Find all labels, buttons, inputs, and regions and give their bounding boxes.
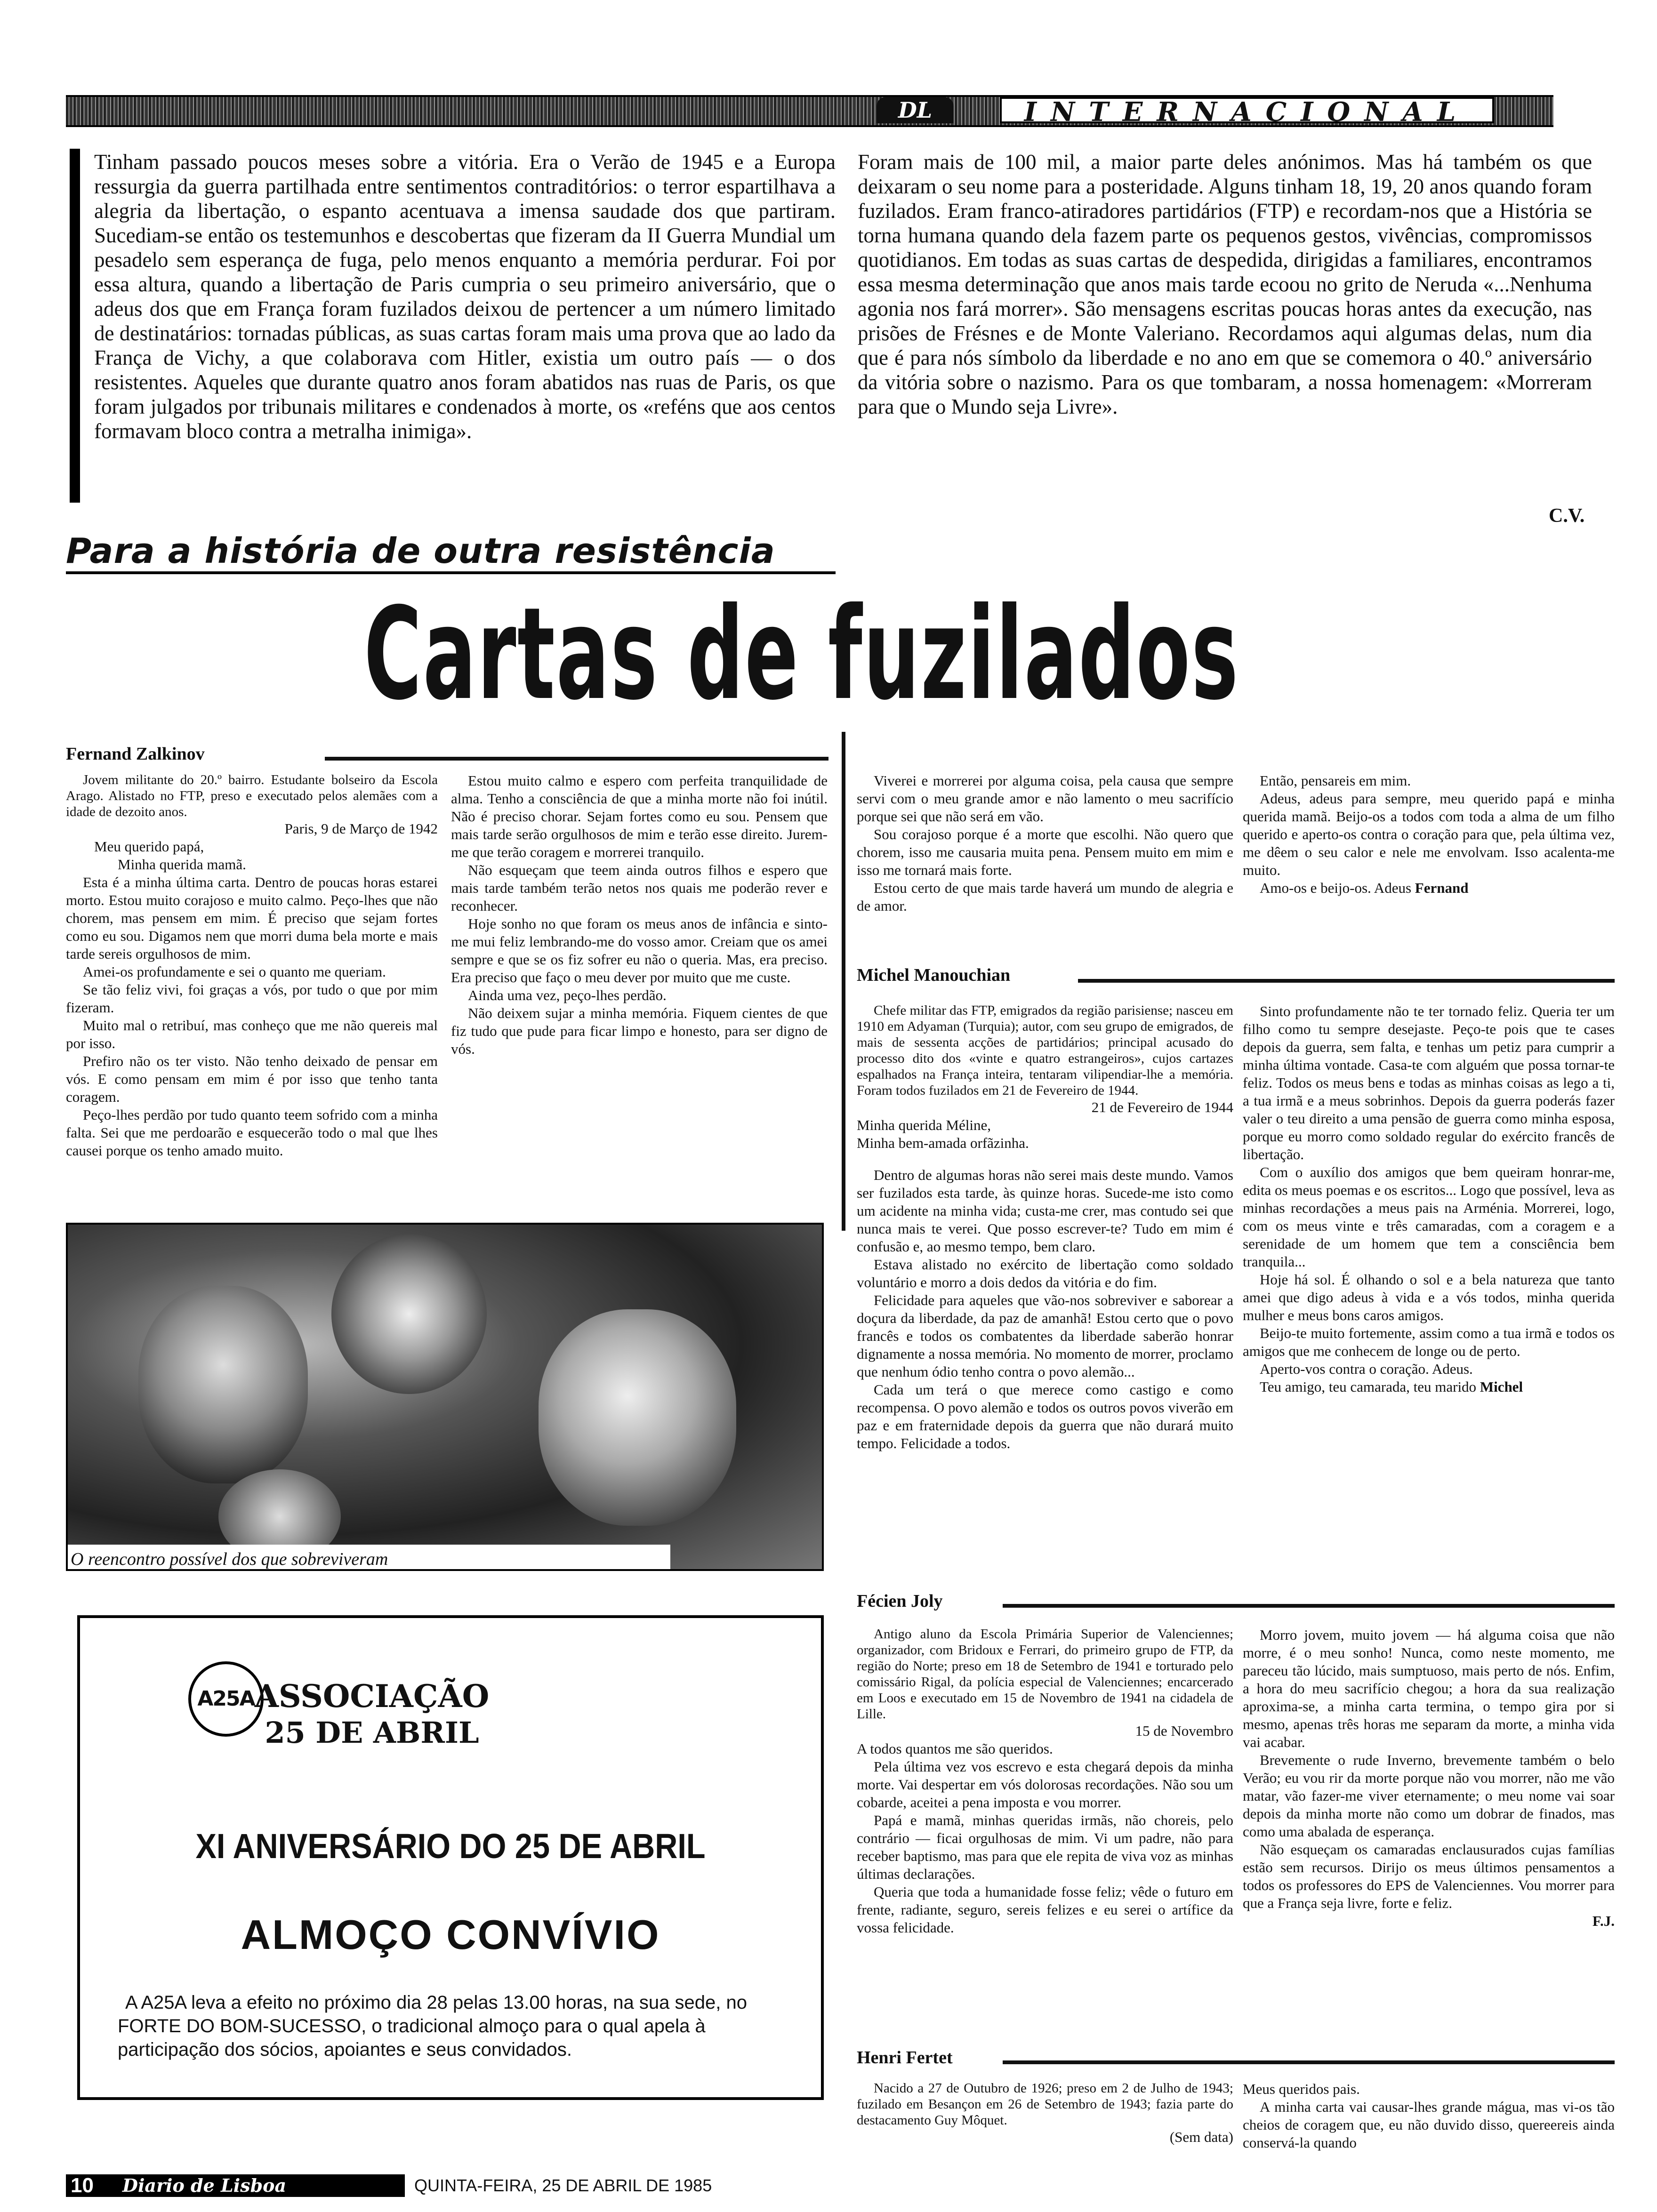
- zalkinov-paragraph: Se tão feliz vivi, foi graças a vós, por tudo o que por mim fizeram.: [66, 981, 438, 1016]
- zalkinov-salutation: Minha querida mamã.: [118, 856, 246, 873]
- zalkinov-closing: Amo-os e beijo-os. Adeus: [1260, 880, 1412, 896]
- ad-logo: A25A: [188, 1661, 264, 1737]
- photo-caption: O reencontro possível dos que sobreviveram: [71, 1549, 388, 1569]
- manouchian-paragraph: Sinto profundamente não te ter tornado feliz. Queria ter um filho como tu sempre desejaste. Peço-te pois que te cases depois da guerra, sem falta, e tenhas um petiz para cumprir a minha última vontade. Casa-te com alguém que possa tornar-te feliz. Todos os meus bens e todas as minhas coisas as lego a ti, a tua irmã e a meus sobrinhos. Depois da guerra poderás fazer valer o teu direito a uma pensão de guerra como minha esposa, porque eu morro como soldado regular do exército francês de libertação.: [1243, 1003, 1615, 1162]
- zalkinov-paragraph: Então, pensareis em mim.: [1260, 772, 1411, 789]
- manouchian-signature: Michel: [1480, 1378, 1523, 1395]
- zalkinov-col4: [1243, 772, 1615, 897]
- kicker: Para a história de outra resistência: [66, 531, 836, 574]
- photo-figure-right: [539, 1309, 736, 1526]
- fertet-col1: [857, 2080, 1233, 2146]
- zalkinov-signature: Fernand: [1415, 880, 1469, 896]
- manouchian-paragraph: Hoje há sol. É olhando o sol e a bela natureza que tanto amei que digo adeus à vida e a vós todos, minha querida mulher e meus bons caros amigos.: [1243, 1271, 1615, 1323]
- page-number: 10: [71, 2174, 94, 2197]
- zalkinov-paragraph: Amei-os profundamente e sei o quanto me queriam.: [83, 963, 386, 980]
- joly-salutation: A todos quantos me são queridos.: [857, 1740, 1053, 1757]
- photo-figure-soldier: [331, 1234, 487, 1394]
- joly-signature: F.J.: [1592, 1913, 1615, 1929]
- manouchian-date: 21 de Fevereiro de 1944: [1091, 1099, 1233, 1115]
- joly-paragraph: Pela última vez vos escrevo e esta chegará depois da minha morte. Vai despertar em vós dolorosas recordações. Não sou um cobarde, aceitei a pena imposta e vou morrer.: [857, 1758, 1233, 1811]
- ad-body: A A25A leva a efeito no próximo dia 28 pelas 13.00 horas, na sua sede, no FORTE DO BOM-SUCESSO, o tradicional almoço para o qual apela à participação dos sócios, apoiantes e seus convidados.: [118, 1992, 747, 2060]
- fertet-bio: Nacido a 27 de Outubro de 1926; preso em 2 de Julho de 1943; fuzilado em Besançon em 26 de Setembro de 1943; fazia parte do destacamento Guy Môquet.: [857, 2081, 1233, 2128]
- zalkinov-paragraph: Muito mal o retribuí, mas conheço que me não quereis mal por isso.: [66, 1017, 438, 1051]
- ad-org-line1: ASSOCIAÇÃO: [254, 1678, 490, 1715]
- zalkinov-paragraph: Esta é a minha última carta. Dentro de poucas horas estarei morto. Estou muito corajoso e muito calmo. Peço-lhes que não chorem, mas pensem em mim. É preciso que sejam fortes como eu sou. Digamos nem que morri duma bela morte e mais tarde sereis orgulhosos de mim.: [66, 874, 438, 962]
- byline-rule: [1003, 1604, 1615, 1608]
- joly-paragraph: Queria que toda a humanidade fosse feliz; vêde o futuro em frente, radiante, seguro, sereis felizes e eu serei o artífice da vossa felicidade.: [857, 1883, 1233, 1936]
- manouchian-paragraph: Estava alistado no exército de libertação como soldado voluntário e morro a dois dedos da vitória e do fim.: [857, 1256, 1233, 1290]
- byline-rule: [325, 757, 828, 761]
- byline-zalkinov: Fernand Zalkinov: [66, 744, 205, 764]
- footer-date: QUINTA-FEIRA, 25 DE ABRIL DE 1985: [414, 2176, 712, 2195]
- column-divider: [842, 732, 845, 1231]
- zalkinov-paragraph: Não esqueçam que teem ainda outros filhos e espero que mais tarde também terão netos nos quais me poderão rever e reconhecer.: [451, 862, 828, 914]
- fertet-col2: [1243, 2080, 1615, 2152]
- ad-org-line2: 25 DE ABRIL: [265, 1715, 479, 1750]
- manouchian-salutation: Minha bem-amada orfãzinha.: [857, 1135, 1029, 1151]
- intro-right: Foram mais de 100 mil, a maior parte deles anónimos. Mas há também os que deixaram o seu nome para a posteridade. Alguns tinham 18, 19, 20 anos quando foram fuzilados. Eram franco-atiradores partidários (FTP) e recordam-nos que a História se torna humana quando dela fazem parte os pequenos gestos, vivências, compromissos quotidianos. Em todas as suas cartas de despedida, dirigidas a familiares, encontramos essa mesma determinação que anos mais tarde ecoou no grito de Neruda «...Nenhuma agonia nos fará morrer». São mensagens escritas poucas horas antes da execução, nas prisões de Frésnes e de Monte Valeriano. Recordamos aqui algumas delas, num dia que é para nós símbolo da liberdade e no ano em que se comemora o 40.º aniversário da vitória sobre o nazismo. Para os que tombaram, a nossa homenagem: «Morreram para que o Mundo seja Livre».: [858, 150, 1592, 418]
- manouchian-paragraph: Aperto-vos contra o coração. Adeus.: [1260, 1361, 1473, 1377]
- zalkinov-paragraph: Ainda uma vez, peço-lhes perdão.: [468, 987, 667, 1003]
- manouchian-salutation: Minha querida Méline,: [857, 1117, 991, 1133]
- zalkinov-paragraph: Peço-lhes perdão por tudo quanto teem sofrido com a minha falta. Sei que me perdoarão e esquecerão todo o mal que lhes causei porque os tenho amado muito.: [66, 1106, 438, 1159]
- manouchian-bio: Chefe militar das FTP, emigrados da região parisiense; nasceu em 1910 em Adyaman (Turquia); autor, com seu grupo de emigrados, de mais de sessenta acções de partidários; principal acusado do processo dito dos «vinte e quatro estrangeiros», cujos cartazes espalhados na França inteira, tentaram vilipendiar-lhe a memória. Foram todos fuzilados em 21 de Fevereiro de 1944.: [857, 1003, 1233, 1098]
- zalkinov-bio: Jovem militante do 20.º bairro. Estudante bolseiro da Escola Arago. Alistado no FTP, preso e executado pelos alemães com a idade de dezoito anos.: [66, 772, 438, 819]
- manouchian-paragraph: Cada um terá o que merece como castigo e como recompensa. O povo alemão e todos os outros povos viverão em paz e em fraternidade depois da guerra que não durará muito tempo. Felicidade a todos.: [857, 1381, 1233, 1451]
- joly-paragraph: Brevemente o rude Inverno, brevemente também o belo Verão; eu vou rir da morte porque não vou morrer, não me vão matar, vão fazer-me viver eternamente; o meu nome vai soar depois da minha morte não como um dobrar de finados, mas como uma abalada de esperança.: [1243, 1752, 1615, 1840]
- intro-signature: C.V.: [1549, 505, 1585, 527]
- zalkinov-salutation: Meu querido papá,: [94, 838, 204, 855]
- manouchian-col1: [857, 1002, 1233, 1452]
- manouchian-paragraph: Dentro de algumas horas não serei mais deste mundo. Vamos ser fuzilados esta tarde, às quinze horas. Sucede-me isto como um acidente na minha vida; custa-me crer, mas contudo sei que nunca mais te verei. Que posso escrever-te? Tudo em mim é confusão e, ao mesmo tempo, bem claro.: [857, 1167, 1233, 1255]
- zalkinov-col2: [451, 772, 828, 1058]
- joly-paragraph: Não esqueçam os camaradas enclausurados cujas famílias estão sem recursos. Dirijo os meus últimos pensamentos a todos os professores do EPS de Valenciennes. Vou morrer para que a França seja livre, forte e feliz.: [1243, 1841, 1615, 1911]
- byline-manouchian: Michel Manouchian: [857, 965, 1011, 985]
- manouchian-closing: Teu amigo, teu camarada, teu marido: [1260, 1378, 1477, 1395]
- photo: [66, 1223, 824, 1571]
- byline-rule: [1078, 979, 1615, 983]
- zalkinov-paragraph: Hoje sonho no que foram os meus anos de infância e sinto-me mui feliz lembrando-me do vosso amor. Creiam que os amei sempre e que se os fiz sofrer eu não o queria. Mas, era preciso. Era preciso que faço o meu dever por muito que me custe.: [451, 915, 828, 986]
- zalkinov-paragraph: Não deixem sujar a minha memória. Fiquem cientes de que fiz tudo que pude para ficar limpo e honesto, para ser digno de vós.: [451, 1005, 828, 1057]
- fertet-paragraph: A minha carta vai causar-lhes grande mágua, mas vi-os tão cheios de coragem que, eu não duvido disso, quereereis ainda conservá-la quando: [1243, 2099, 1615, 2151]
- zalkinov-paragraph: Sou corajoso porque é a morte que escolhi. Não quero que chorem, isso me causaria muita pena. Pensem muito em mim e isso me tornará mais forte.: [857, 826, 1233, 878]
- manouchian-paragraph: [1243, 1378, 1615, 1396]
- header-logo: DL: [877, 97, 954, 123]
- photo-figure-left: [138, 1286, 308, 1483]
- manouchian-paragraph: Com o auxílio dos amigos que bem queiram honrar-me, edita os meus poemas e os escritos... Logo que possível, leva as minhas recordações a meus pais na Arménia. Morrerei, logo, com os meus vinte e três camaradas, com a coragem e a serenidade de um homem que tem a consciência bem tranquila...: [1243, 1164, 1615, 1270]
- newspaper-name: Diario de Lisboa: [122, 2175, 287, 2196]
- fertet-date: (Sem data): [1169, 2129, 1233, 2145]
- zalkinov-paragraph: Estou certo de que mais tarde haverá um mundo de alegria e de amor.: [857, 880, 1233, 914]
- zalkinov-date: Paris, 9 de Março de 1942: [284, 820, 438, 837]
- zalkinov-paragraph: Viverei e morrerei por alguma coisa, pela causa que sempre servi com o meu grande amor e não lamento o meu sacrifício porque sei que não será em vão.: [857, 772, 1233, 825]
- joly-col2: [1243, 1626, 1615, 1930]
- zalkinov-col3: [857, 772, 1233, 915]
- byline-fertet: Henri Fertet: [857, 2048, 953, 2068]
- joly-date: 15 de Novembro: [1135, 1723, 1233, 1739]
- intro-left: Tinham passado poucos meses sobre a vitória. Era o Verão de 1945 e a Europa ressurgia da guerra partilhada entre sentimentos contraditórios: o terror espartilhava a alegria da libertação, o espanto acentuava a imensa saudade dos que partiram. Sucediam-se então os testemunhos e descobertas que fizeram da II Guerra Mundial um pesadelo sem esperança de fuga, pelo menos enquanto a memória perdurar. Foi por essa altura, quando a libertação de Paris cumpria o seu primeiro aniversário, que o adeus dos que em França foram fuzilados deixou de pertencer a um número limitado de destinatários: tornadas públicas, as suas cartas foram mais uma prova que ao lado da França de Vichy, a que colaborava com Hitler, existia um outro país — o dos resistentes. Aqueles que durante quatro anos foram abatidos nas ruas de Paris, os que foram julgados por tribunais militares e condenados à morte, os «reféns que aos centos formavam bloco contra a metralha inimiga».: [94, 150, 836, 443]
- headline: Cartas de fuzilados: [364, 580, 1239, 728]
- fertet-salutation: Meus queridos pais.: [1243, 2081, 1360, 2097]
- ad-event: ALMOÇO CONVÍVIO: [241, 1911, 660, 1958]
- byline-rule: [1003, 2060, 1615, 2064]
- zalkinov-paragraph: Estou muito calmo e espero com perfeita tranquilidade de alma. Tenho a consciência de que a minha morte não foi inútil. Não é preciso chorar. Sejam fortes como eu sou. Pensem que mais tarde serão orgulhosos de mim e terão esse direito. Jurem-me que terão coragem e morrerei tranquilo.: [451, 772, 828, 860]
- byline-joly: Fécien Joly: [857, 1591, 943, 1611]
- zalkinov-paragraph: Adeus, adeus para sempre, meu querido papá e minha querida mamã. Beijo-os a todos com toda a alma de um filho querido e aperto-os contra o coração para que, pela última vez, me dêem o seu calor e nele me envolvam. Isso acalenta-me muito.: [1243, 790, 1615, 878]
- joly-paragraph: Morro jovem, muito jovem — há alguma coisa que não morre, é o meu sonho! Nunca, como neste momento, me pareceu tão lúcido, mais sumptuoso, mais perto de nós. Enfim, a hora do meu sacrifício chegou; a hora da sua realização aproxima-se, a minha carta termina, o tempo gira por si mesmo, apenas três horas me separam da morte, a minha vida vai acabar.: [1243, 1627, 1615, 1750]
- zalkinov-paragraph: Prefiro não os ter visto. Não tenho deixado de pensar em vós. E como pensam em mim é por isso que tenho tanta coragem.: [66, 1053, 438, 1105]
- zalkinov-paragraph: [1243, 879, 1615, 897]
- manouchian-paragraph: Felicidade para aqueles que vão-nos sobreviver e saborear a doçura da liberdade, da paz de amanhã! Estou certo que o povo francês e todos os combatentes da liberdade saberão honrar dignamente a nossa memória. No momento de morrer, proclamo que nenhum ódio tenho contra o povo alemão...: [857, 1292, 1233, 1380]
- intro-bar: [70, 149, 80, 503]
- joly-paragraph: Papá e mamã, minhas queridas irmãs, não choreis, pelo contrário — ficai orgulhosas de mim. Vi um padre, não para receber baptismo, mas para que ele repita de viva voz as minhas últimas declarações.: [857, 1812, 1233, 1882]
- ad-title: XI ANIVERSÁRIO DO 25 DE ABRIL: [195, 1827, 706, 1866]
- joly-col1: [857, 1626, 1233, 1937]
- section-title: INTERNACIONAL: [1000, 97, 1494, 123]
- zalkinov-col1: [66, 772, 438, 1160]
- manouchian-paragraph: Beijo-te muito fortemente, assim como a tua irmã e todos os amigos que me conhecem de longe ou de perto.: [1243, 1325, 1615, 1359]
- manouchian-col2: [1243, 1002, 1615, 1396]
- joly-bio: Antigo aluno da Escola Primária Superior de Valenciennes; organizador, com Bridoux e Ferrari, do primeiro grupo de FTP, da região do Norte; preso em 18 de Setembro de 1941 e torturado pelo comissário Rigal, da polícia especial de Valenciennes; encarcerado em Loos e executado em 15 de Novembro de 1941 na cidadela de Lille.: [857, 1627, 1233, 1722]
